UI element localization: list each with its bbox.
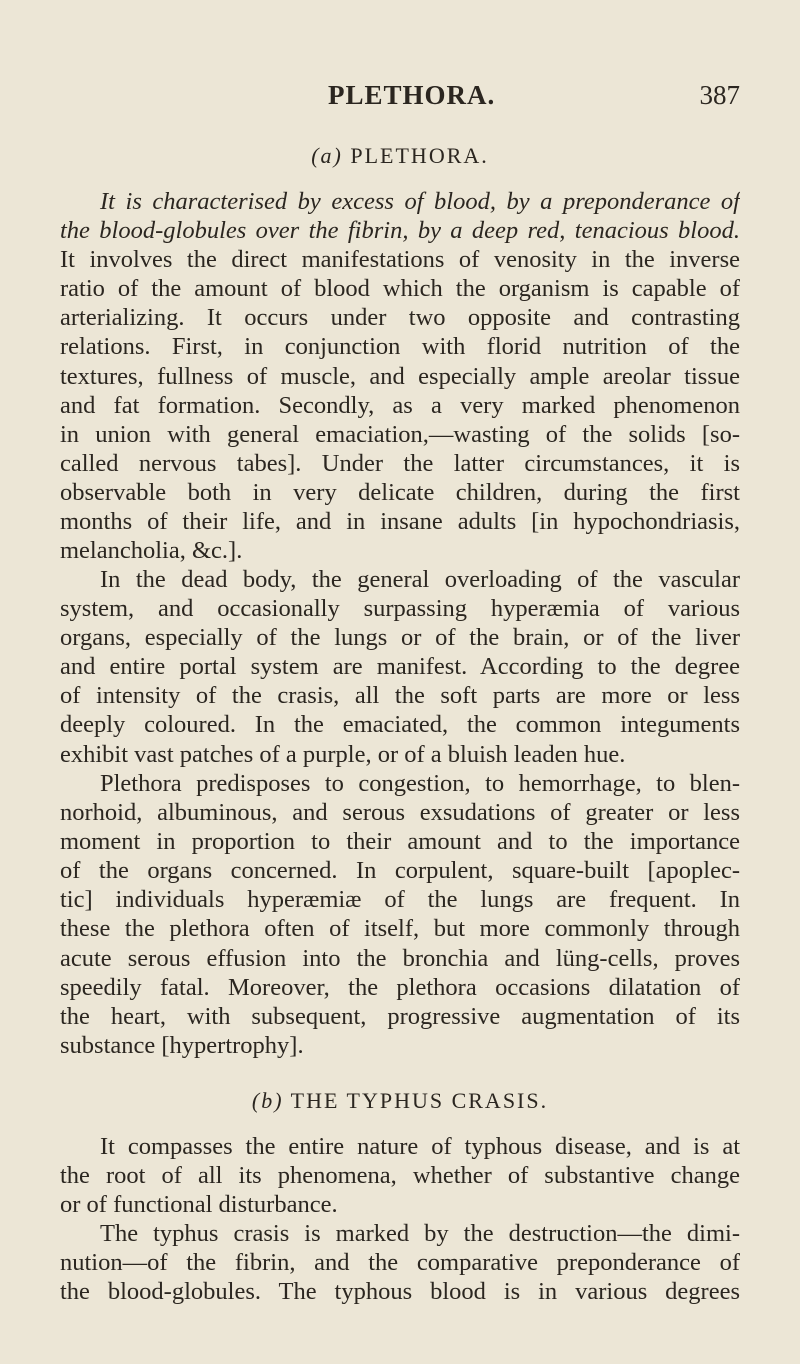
text-line: In the dead body, the general overloading of the vascular — [100, 566, 740, 593]
text-line: system, and occasionally surpassing hyperæmia of various — [60, 595, 740, 623]
text-line: Plethora predisposes to congestion, to hemorrhage, to blen- — [100, 770, 740, 797]
text-line: It involves the direct manifestations of venosity in the inverse — [60, 246, 740, 274]
section-b-letter: (b) — [251, 1088, 284, 1113]
section-b-heading — [0, 1088, 800, 1114]
text-line: the heart, with subsequent, progressive augmentation of its — [60, 1002, 740, 1030]
text-line: ratio of the amount of blood which the organism is capable of — [60, 275, 740, 303]
text-line: observable both in very delicate children, during the first — [60, 478, 740, 506]
text-line: moment in proportion to their amount and to the importance — [60, 828, 740, 856]
section-b-paragraph-1 — [60, 1132, 740, 1219]
text-line: and entire portal system are manifest. According to the degree — [60, 653, 740, 681]
section-a-paragraph-3 — [60, 769, 740, 1060]
text-line: speedily fatal. Moreover, the plethora occasions dilatation of — [60, 973, 740, 1001]
text-line: tic] individuals hyperæmiæ of the lungs are frequent. In — [60, 886, 740, 914]
text-line: of intensity of the crasis, all the soft parts are more or less — [60, 682, 740, 710]
text-line: relations. First, in conjunction with florid nutrition of the — [60, 333, 740, 361]
text-line: substance [hypertrophy]. — [60, 1031, 304, 1059]
text-line: arterializing. It occurs under two opposite and contrasting — [60, 304, 740, 332]
section-a-title: PLETHORA. — [350, 143, 489, 168]
text-line: of the organs concerned. In corpulent, square-built [apoplec- — [60, 857, 740, 885]
text-line: exhibit vast patches of a purple, or of a bluish leaden hue. — [60, 740, 626, 768]
text-line: deeply coloured. In the emaciated, the common integuments — [60, 711, 740, 739]
running-head-title: PLETHORA. — [328, 80, 496, 110]
text-line: textures, fullness of muscle, and especially ample areolar tissue — [60, 362, 740, 390]
page-number: 387 — [699, 80, 740, 110]
text-line: the blood-globules. The typhous blood is in various degrees — [60, 1278, 740, 1306]
text-line: in union with general emaciation,—wasting of the solids [so- — [60, 420, 740, 448]
running-head — [60, 80, 740, 114]
text-line: norhoid, albuminous, and serous exsudations of greater or less — [60, 799, 740, 827]
text-line: melancholia, &c.]. — [60, 537, 243, 565]
text-line: acute serous effusion into the bronchia and lüng-cells, proves — [60, 944, 740, 972]
section-a-paragraph-1 — [60, 187, 740, 565]
text-line: organs, especially of the lungs or of the brain, or of the liver — [60, 624, 740, 652]
section-b-title: THE TYPHUS CRASIS. — [290, 1088, 549, 1113]
text-line: It is characterised by excess of blood, by a preponderance of — [100, 188, 740, 215]
text-line: It compasses the entire nature of typhous disease, and is at — [100, 1133, 740, 1160]
text-line: and fat formation. Secondly, as a very marked phenomenon — [60, 391, 740, 419]
text-line: the blood-globules over the fibrin, by a deep red, tenacious blood. — [60, 217, 740, 245]
text-line: or of functional disturbance. — [60, 1191, 338, 1219]
text-line: nution—of the fibrin, and the comparative preponderance of — [60, 1249, 740, 1277]
text-line: these the plethora often of itself, but more commonly through — [60, 915, 740, 943]
section-a-heading — [0, 143, 800, 169]
section-a-letter: (a) — [311, 143, 343, 168]
text-line: the root of all its phenomena, whether of substantive change — [60, 1162, 740, 1190]
text-line: called nervous tabes]. Under the latter circumstances, it is — [60, 449, 740, 477]
text-line: months of their life, and in insane adults [in hypochondriasis, — [60, 508, 740, 536]
text-line: The typhus crasis is marked by the destruction—the dimi- — [100, 1220, 740, 1247]
section-a-paragraph-2 — [60, 565, 740, 769]
section-b-paragraph-2 — [60, 1219, 740, 1306]
